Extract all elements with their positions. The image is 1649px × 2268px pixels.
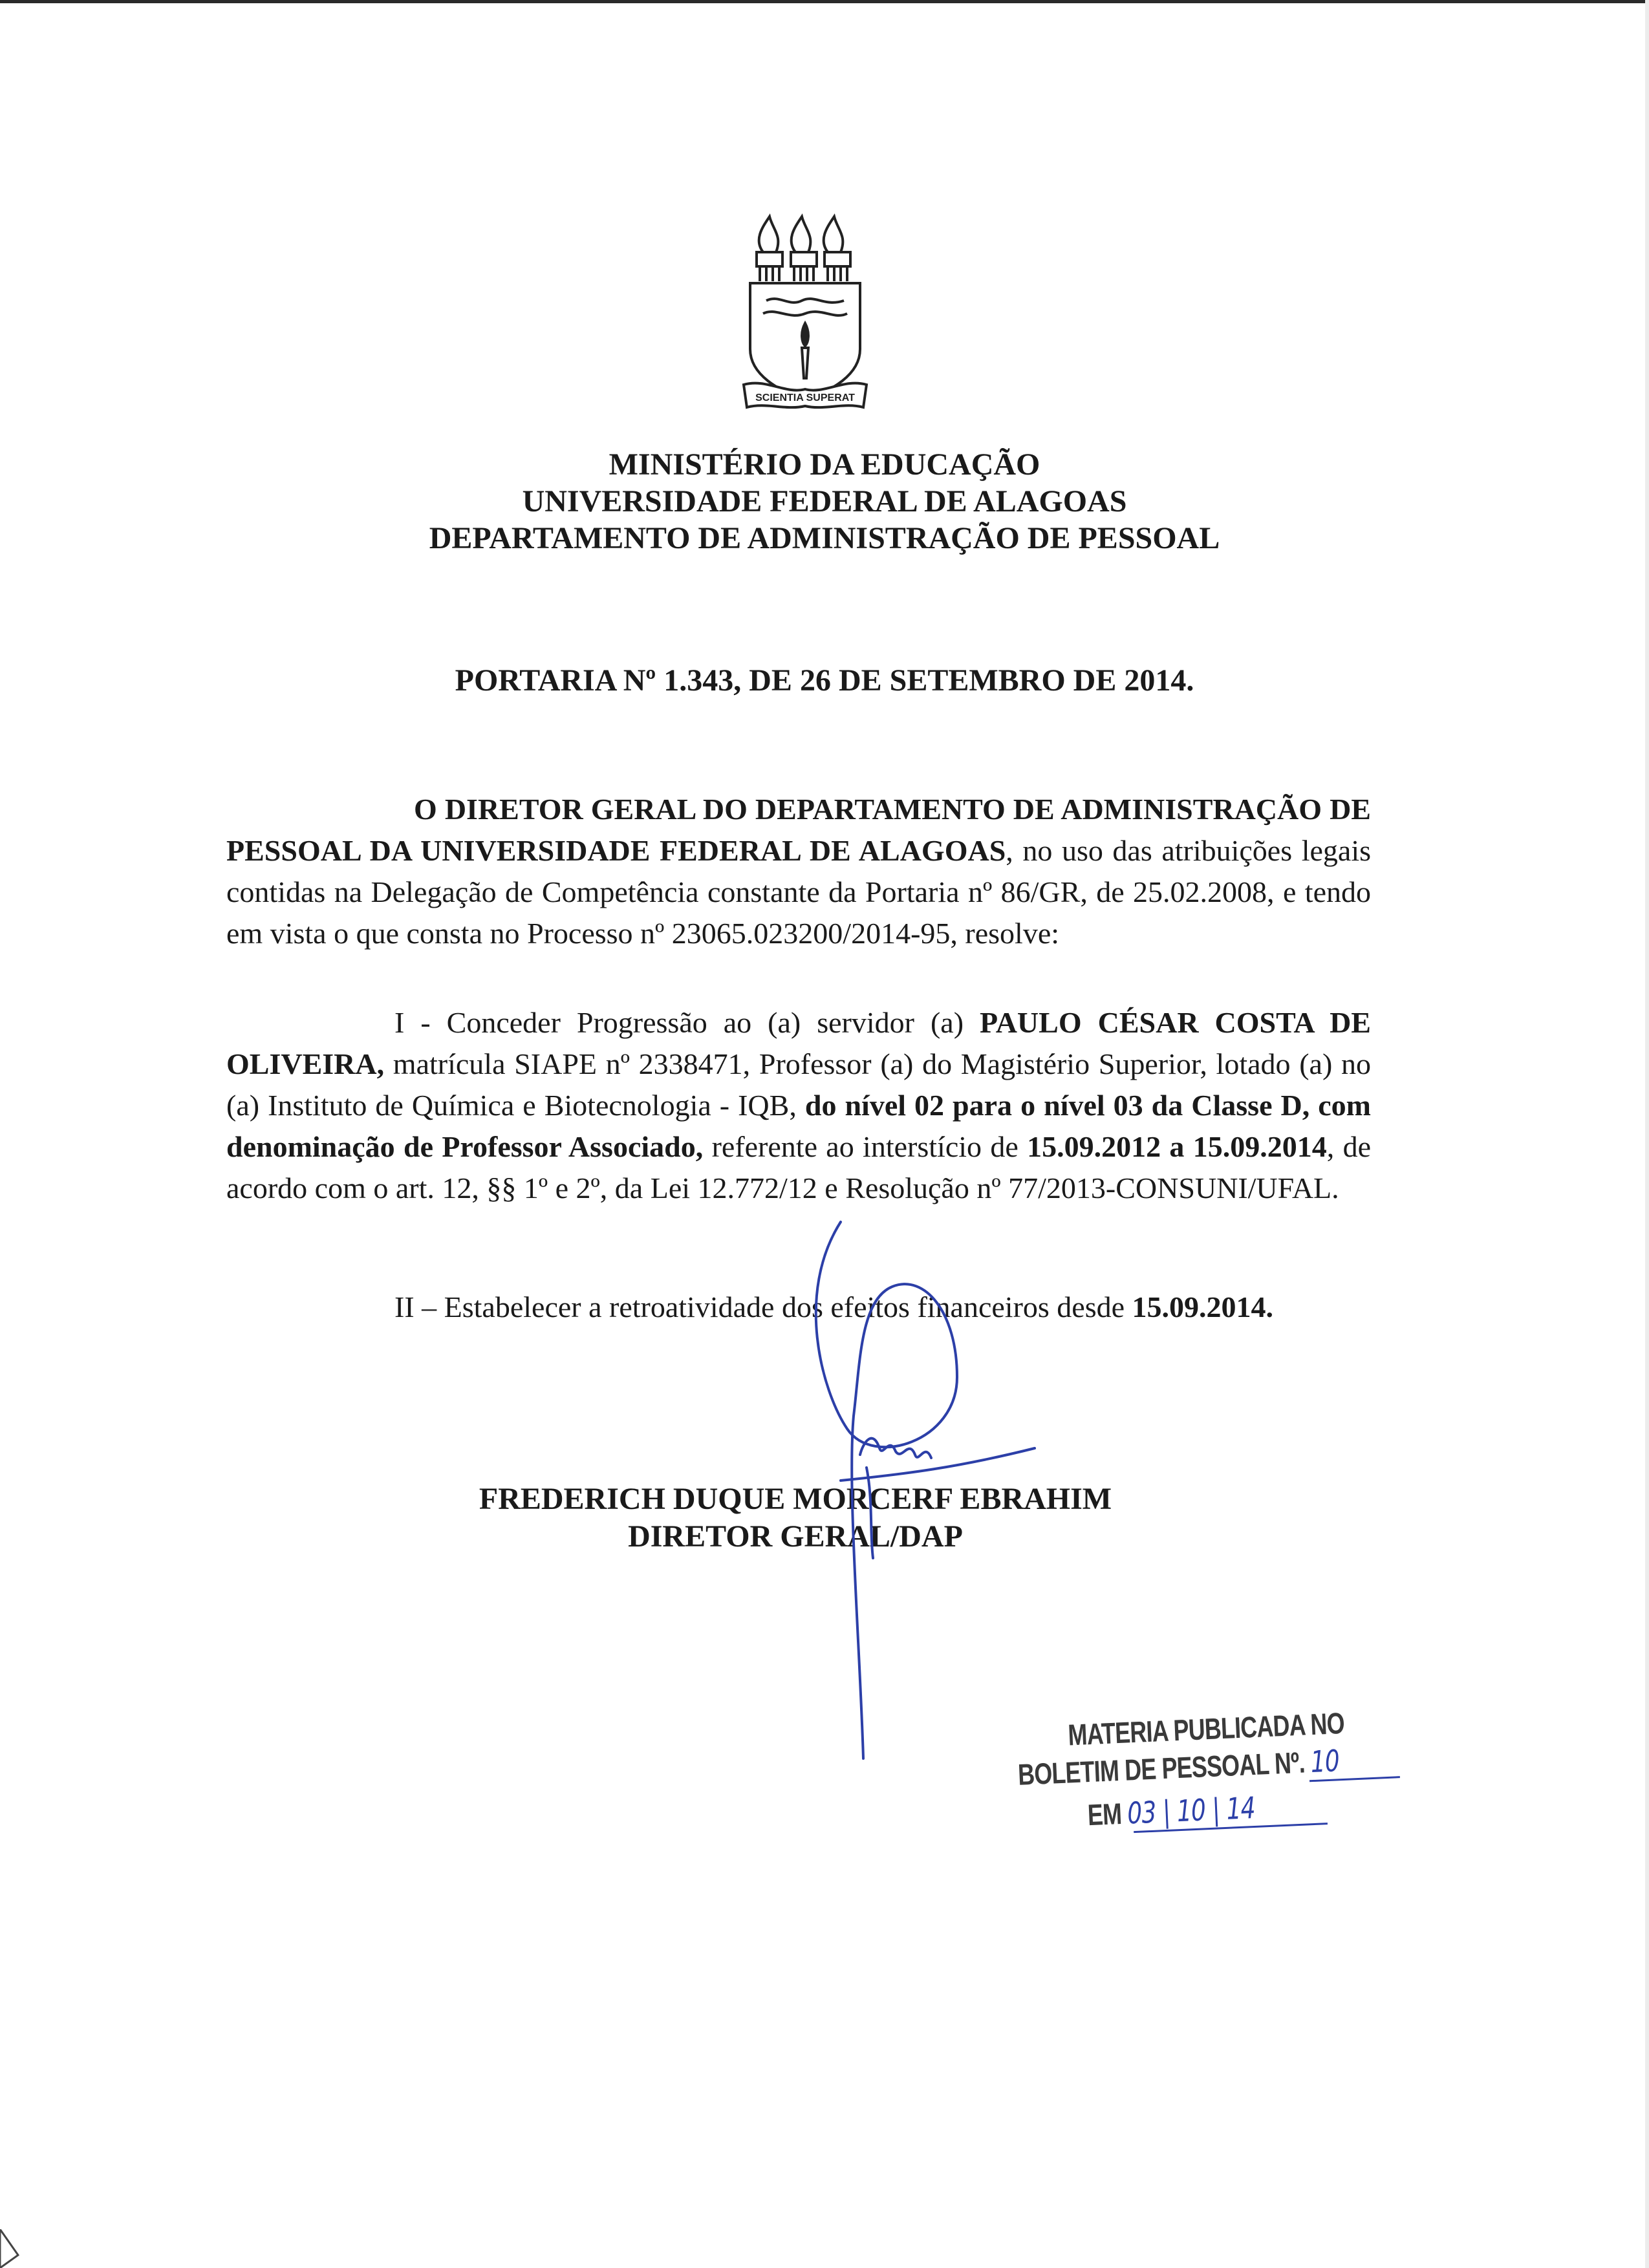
stamp-bulletin-number: 10 xyxy=(1310,1743,1340,1780)
scan-right-edge xyxy=(1645,0,1649,2268)
retroactive-date: 15.09.2014. xyxy=(1132,1290,1274,1323)
level-change: do nível 02 para o nível 03 da Classe D, com denominação de Professor Associado, xyxy=(226,1089,1371,1163)
article-one-text-1: I - Conceder Progressão ao (a) servidor (a) xyxy=(394,1006,980,1039)
stamp-date: 03 | 10 | 14 xyxy=(1126,1790,1256,1831)
article-two-text: II – Estabelecer a retroatividade dos efeitos financeiros desde xyxy=(394,1290,1132,1323)
signatory-name: FREDERICH DUQUE MORCERF EBRAHIM xyxy=(479,1482,1112,1516)
university-name: UNIVERSIDADE FEDERAL DE ALAGOAS xyxy=(522,484,1127,519)
stamp-date-label: EM xyxy=(1086,1797,1123,1832)
stamp-bulletin-label: BOLETIM DE PESSOAL Nº. xyxy=(1017,1745,1306,1792)
stamp-line-1: MATERIA PUBLICADA NO xyxy=(1067,1706,1345,1752)
stamp-line-2 xyxy=(1017,1743,1340,1792)
publication-stamp xyxy=(1015,1696,1423,1868)
interstice-period: 15.09.2012 a 15.09.2014 xyxy=(1027,1130,1327,1163)
ministry-name: MINISTÉRIO DA EDUCAÇÃO xyxy=(609,447,1040,482)
scan-top-edge xyxy=(0,0,1649,3)
university-seal-logo xyxy=(740,213,870,414)
preamble-paragraph xyxy=(226,789,1371,954)
article-one-text-4: , de acordo com o art. 12, §§ 1º e 2º, da Lei 12.772/12 e Resolução nº 77/2013-CONSUNI/UFAL. xyxy=(226,1130,1371,1204)
servant-name: PAULO CÉSAR COSTA DE OLIVEIRA, xyxy=(226,1006,1371,1080)
preamble-text: , no uso das atribuições legais contidas na Delegação de Competência constante da Portaria nº 86/GR, de 25.02.2008, e tendo em vista o que consta no Processo nº 23065.023200/2014-95, resolve: xyxy=(226,834,1371,950)
department-name: DEPARTAMENTO DE ADMINISTRAÇÃO DE PESSOAL xyxy=(429,521,1220,555)
article-one-paragraph xyxy=(226,1002,1371,1209)
article-one-text-3: referente ao interstício de xyxy=(703,1130,1028,1163)
signatory-role: DIRETOR GERAL/DAP xyxy=(628,1519,963,1554)
article-one-text-2: matrícula SIAPE nº 2338471, Professor (a) do Magistério Superior, lotado (a) no (a) Instituto de Química e Biotecnologia - IQB, xyxy=(226,1047,1371,1122)
stamp-line-3 xyxy=(1087,1790,1256,1832)
document-title: PORTARIA Nº 1.343, DE 26 DE SETEMBRO DE 2014. xyxy=(455,663,1194,698)
preamble-authority: O DIRETOR GERAL DO DEPARTAMENTO DE ADMINISTRAÇÃO DE PESSOAL DA UNIVERSIDADE FEDERAL DE ALAGOAS xyxy=(226,793,1371,867)
page-corner-fold xyxy=(0,2229,19,2268)
handwritten-signature xyxy=(744,1196,1067,1778)
seal-motto: SCIENTIA SUPERAT xyxy=(755,392,855,403)
document-header xyxy=(0,446,1649,557)
